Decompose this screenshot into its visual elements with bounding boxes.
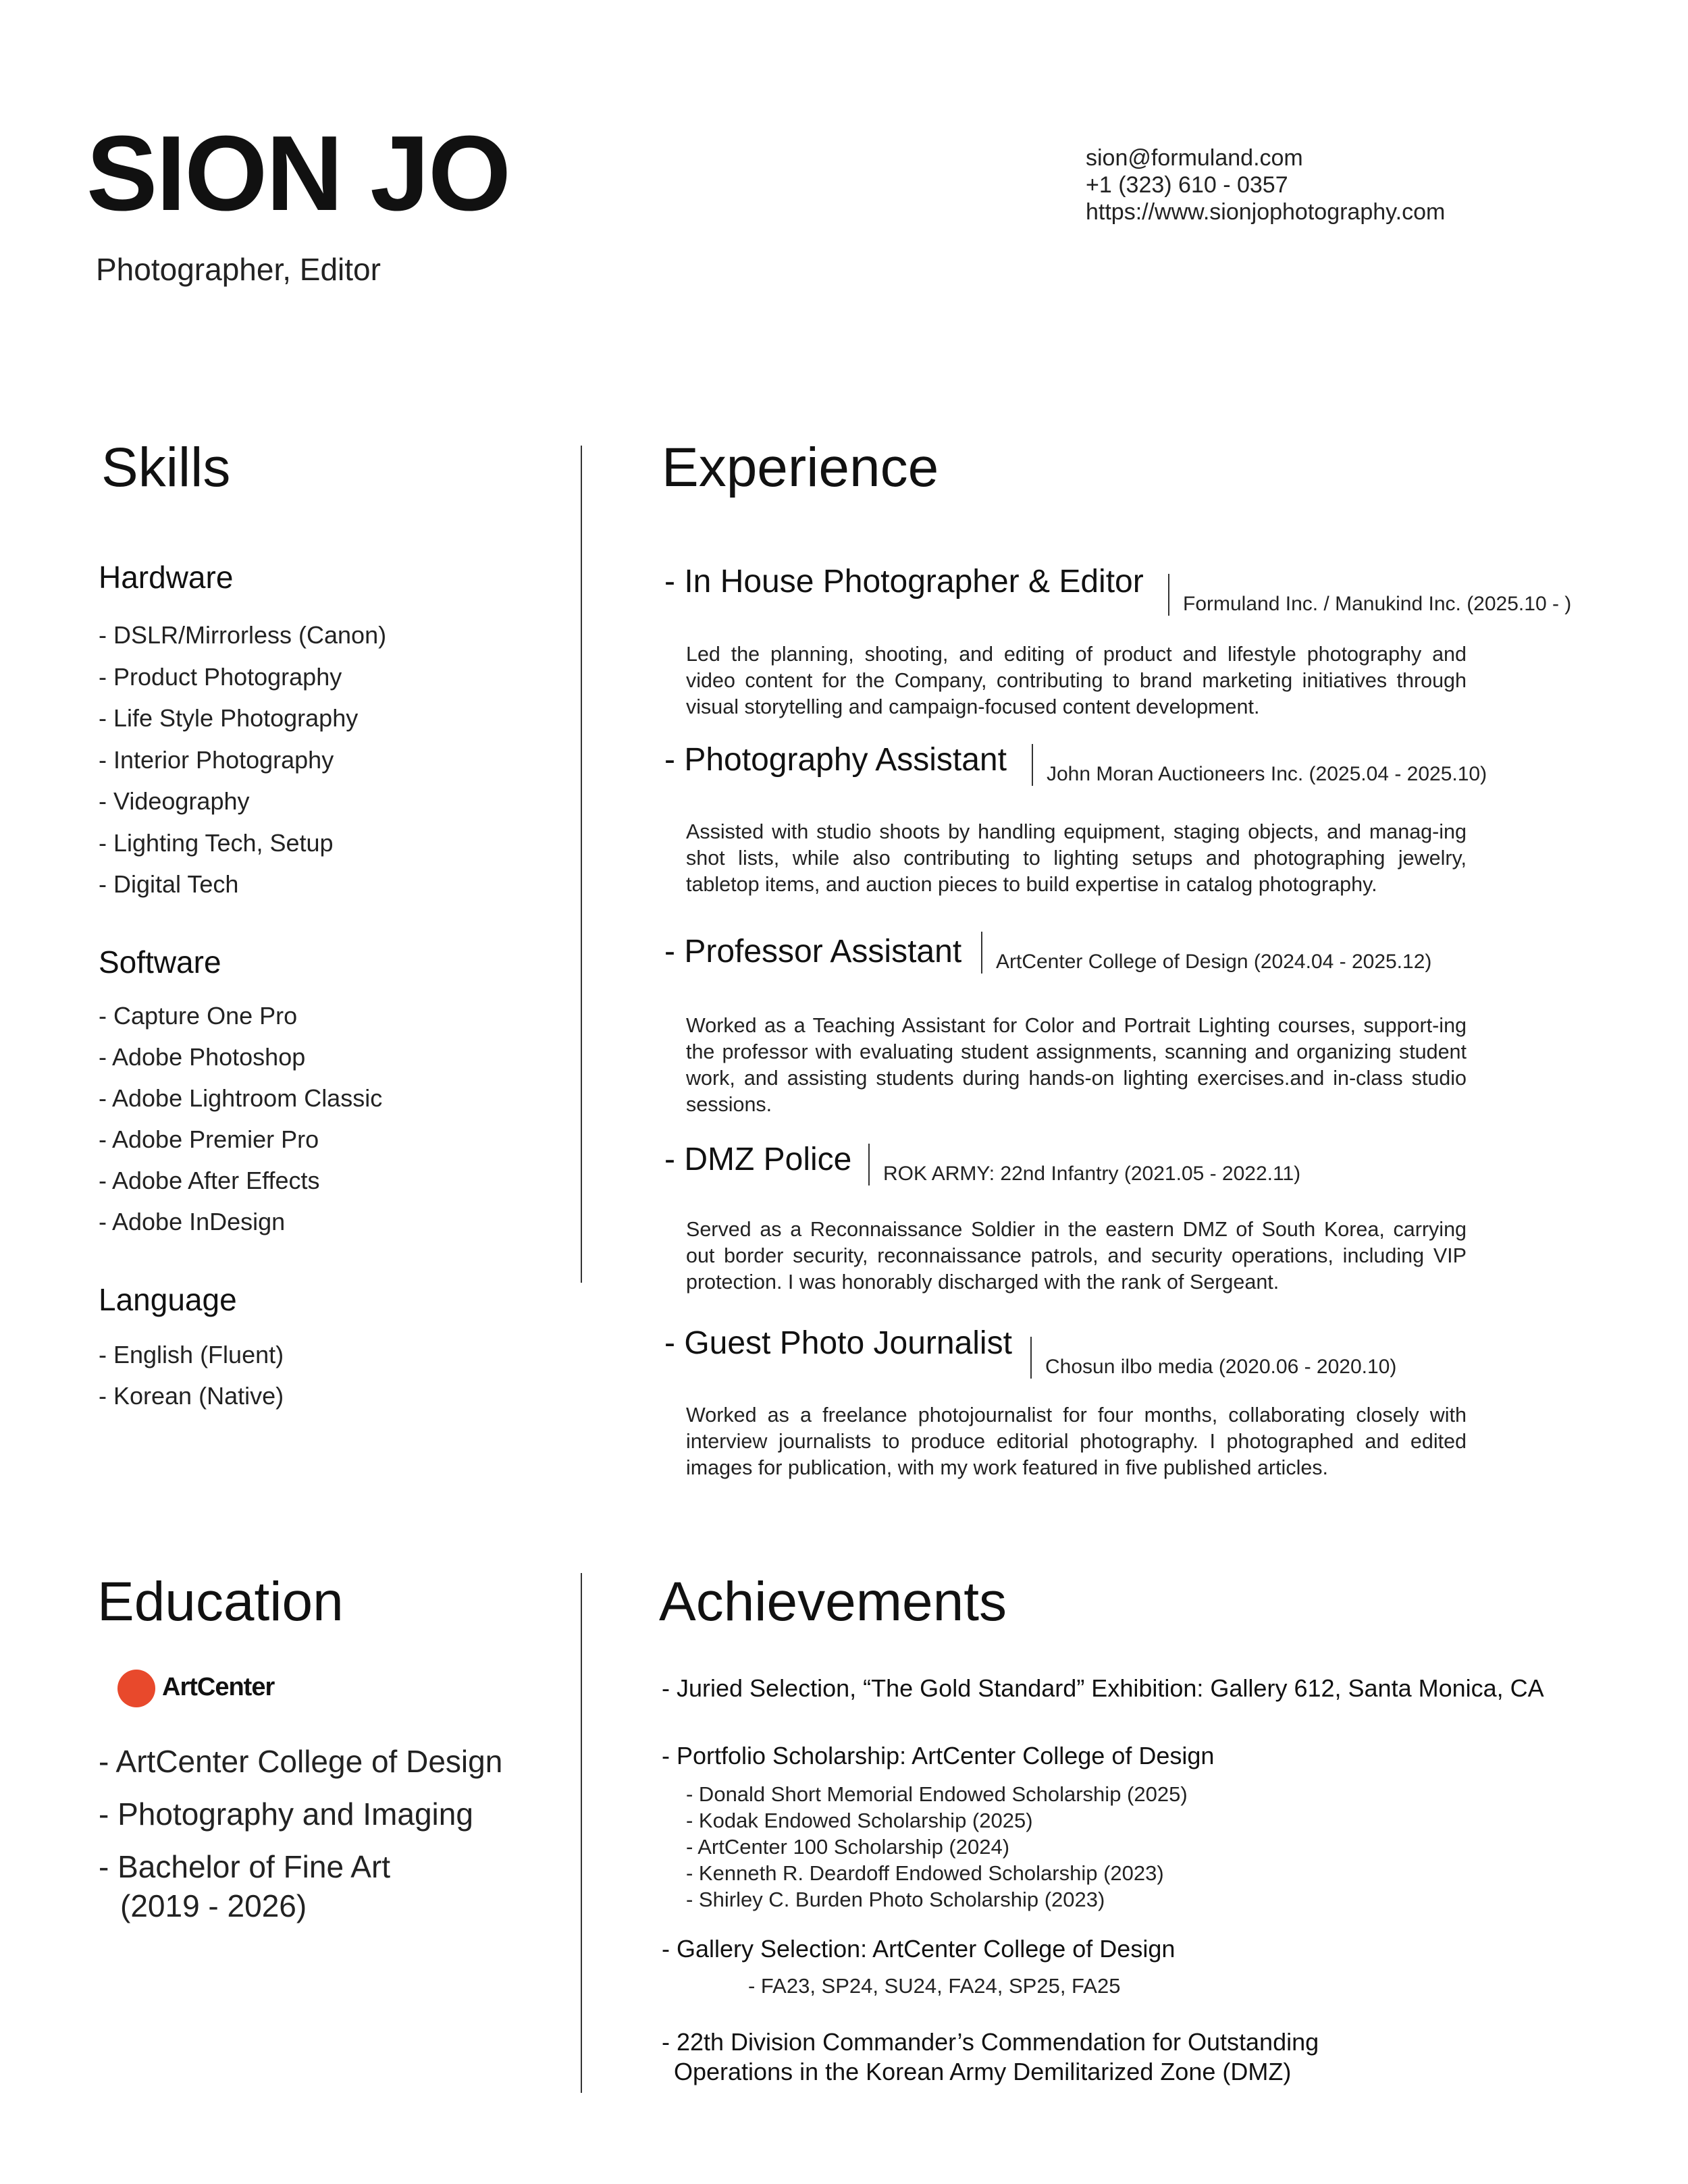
- achievement-juried: - Juried Selection, “The Gold Standard” Exhibition: Gallery 612, Santa Monica, CA: [662, 1674, 1544, 1702]
- list-item: - DSLR/Mirrorless (Canon): [99, 621, 387, 649]
- job-description: Worked as a Teaching Assistant for Color and Portrait Lighting courses, support-ing the professor with evaluating student assignments, scanning and organizing student work, and assisting students during hands-on lighting exercises.and in-class studio sessions.: [686, 1014, 1467, 1116]
- list-item: - Product Photography: [99, 662, 342, 691]
- achievement-gallery-selection: - Gallery Selection: ArtCenter College of Design: [662, 1935, 1176, 1963]
- job-organization: ROK ARMY: 22nd Infantry (2021.05 - 2022.11): [868, 1144, 1300, 1186]
- software-heading: Software: [99, 944, 221, 980]
- scholarship-list: [686, 1781, 1188, 1913]
- hardware-heading: Hardware: [99, 560, 234, 595]
- list-item: - Shirley C. Burden Photo Scholarship (2023): [686, 1888, 1105, 1911]
- list-item: - Adobe Premier Pro: [99, 1125, 319, 1153]
- list-item: - Videography: [99, 787, 250, 815]
- education-major: - Photography and Imaging: [99, 1796, 473, 1832]
- column-divider-bottom: [581, 1573, 582, 2093]
- contact-website[interactable]: https://www.sionjophotography.com: [1086, 199, 1446, 225]
- job-title: - Professor Assistant: [664, 934, 962, 969]
- contact-info: [1086, 144, 1445, 225]
- language-heading: Language: [99, 1282, 237, 1317]
- education-heading: Education: [97, 1571, 344, 1632]
- artcenter-logo-icon: [117, 1670, 155, 1707]
- job-description: Assisted with studio shoots by handling equipment, staging objects, and manag-ing shot lists, while also contributing to lighting setups and photographing jewelry, tabletop items, and auction pieces to build expertise in catalog photography.: [686, 820, 1467, 896]
- achievement-commendation-line2: Operations in the Korean Army Demilitarized Zone (DMZ): [674, 2058, 1292, 2085]
- job-title: - In House Photographer & Editor: [664, 564, 1144, 600]
- list-item: - Lighting Tech, Setup: [99, 828, 334, 857]
- skills-heading: Skills: [101, 437, 231, 498]
- list-item: - English (Fluent): [99, 1341, 284, 1368]
- list-item: - Donald Short Memorial Endowed Scholarship (2025): [686, 1782, 1188, 1806]
- list-item: - Interior Photography: [99, 745, 334, 774]
- achievement-portfolio-scholarship: - Portfolio Scholarship: ArtCenter College of Design: [662, 1742, 1215, 1769]
- job-organization: ArtCenter College of Design (2024.04 - 2025.12): [981, 932, 1431, 974]
- experience-heading: Experience: [662, 437, 939, 498]
- job-title: - Guest Photo Journalist: [664, 1325, 1012, 1361]
- list-item: - Digital Tech: [99, 870, 239, 898]
- list-item: - Kenneth R. Deardoff Endowed Scholarship (2023): [686, 1861, 1164, 1885]
- resume-name: SION JO: [86, 114, 510, 233]
- list-item: - Adobe InDesign: [99, 1208, 286, 1235]
- contact-email[interactable]: sion@formuland.com: [1086, 145, 1303, 171]
- job-organization: Formuland Inc. / Manukind Inc. (2025.10 - ): [1168, 574, 1571, 616]
- job-organization: Chosun ilbo media (2020.06 - 2020.10): [1030, 1337, 1396, 1379]
- list-item: - Life Style Photography: [99, 704, 359, 732]
- hardware-list: [99, 614, 386, 905]
- list-item: - Adobe Photoshop: [99, 1043, 306, 1071]
- job-title: - Photography Assistant: [664, 742, 1007, 778]
- contact-phone[interactable]: +1 (323) 610 - 0357: [1086, 172, 1288, 198]
- achievements-heading: Achievements: [659, 1571, 1007, 1632]
- gallery-terms: - FA23, SP24, SU24, FA24, SP25, FA25: [748, 1974, 1121, 1998]
- list-item: - Adobe After Effects: [99, 1167, 320, 1194]
- achievement-commendation-line1: - 22th Division Commander’s Commendation for Outstanding: [662, 2028, 1319, 2056]
- column-divider-top: [581, 446, 582, 1283]
- list-item: - Kodak Endowed Scholarship (2025): [686, 1809, 1033, 1832]
- education-degree: - Bachelor of Fine Art: [99, 1849, 391, 1884]
- language-list: [99, 1334, 284, 1416]
- list-item: - Adobe Lightroom Classic: [99, 1084, 383, 1112]
- resume-subtitle: Photographer, Editor: [96, 252, 381, 287]
- job-description: Worked as a freelance photojournalist for four months, collaborating closely with interview journalists to produce editorial photography. I photographed and edited images for publication, with my work featured in five published articles.: [686, 1404, 1467, 1479]
- artcenter-logo-text: ArtCenter: [162, 1673, 275, 1701]
- list-item: - Capture One Pro: [99, 1002, 298, 1030]
- job-title: - DMZ Police: [664, 1142, 852, 1177]
- education-years: (2019 - 2026): [120, 1888, 307, 1923]
- software-list: [99, 995, 382, 1242]
- education-school: - ArtCenter College of Design: [99, 1744, 503, 1779]
- job-description: Served as a Reconnaissance Soldier in the eastern DMZ of South Korea, carrying out border security, reconnaissance patrols, and security operations, including VIP protection. I was honorably discharged with the rank of Sergeant.: [686, 1218, 1467, 1294]
- job-description: Led the planning, shooting, and editing of product and lifestyle photography and video content for the Company, contributing to brand marketing initiatives through visual storytelling and campaign-focused content development.: [686, 643, 1467, 718]
- list-item: - Korean (Native): [99, 1382, 284, 1410]
- job-organization: John Moran Auctioneers Inc. (2025.04 - 2025.10): [1032, 744, 1487, 786]
- list-item: - ArtCenter 100 Scholarship (2024): [686, 1835, 1010, 1859]
